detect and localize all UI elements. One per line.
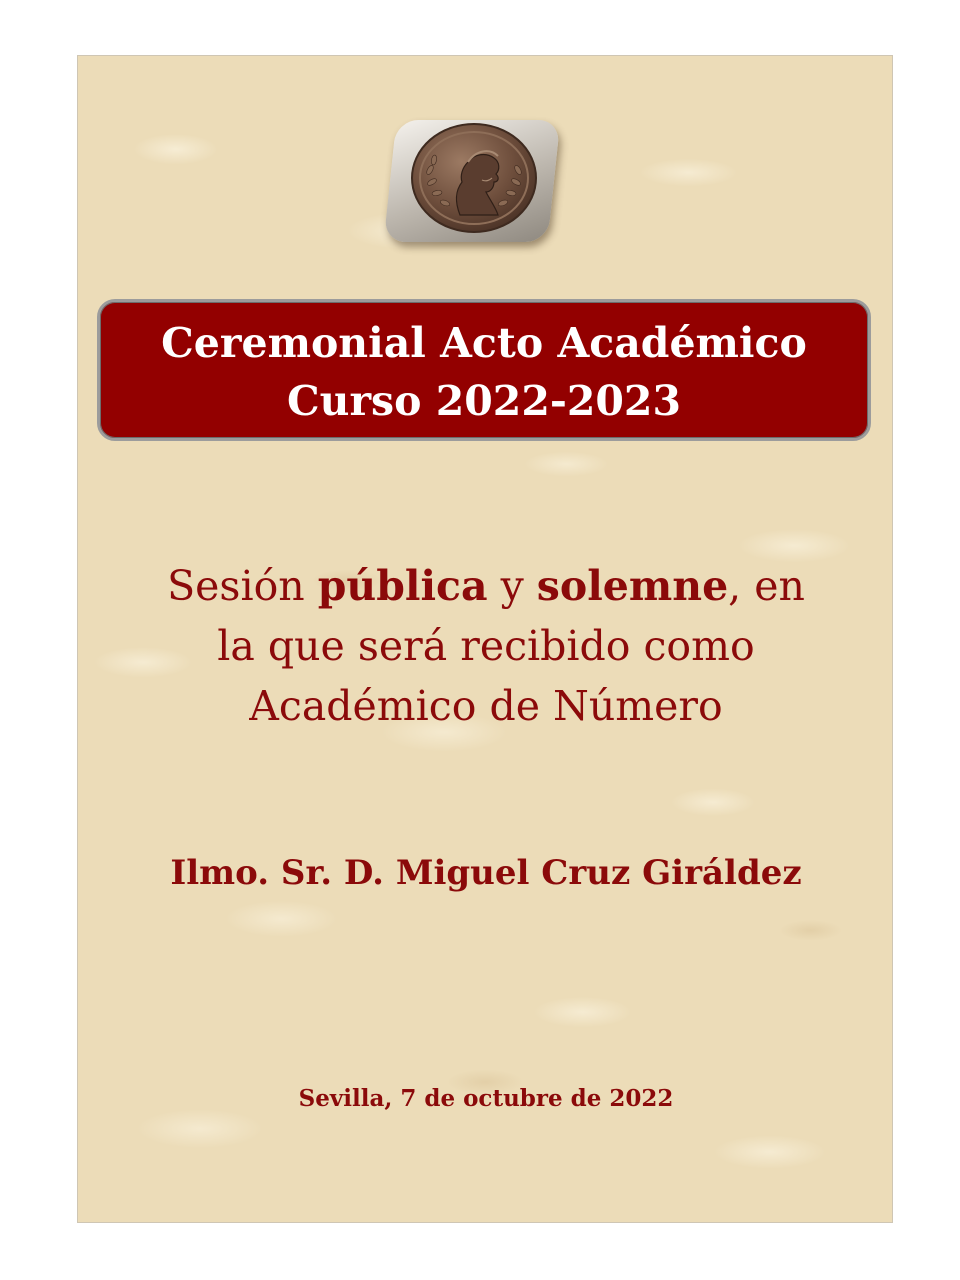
session-emphasis-publica: pública (317, 562, 488, 610)
title-line-1: Ceremonial Acto Académico (161, 319, 807, 367)
title-line-2: Curso 2022-2023 (287, 377, 681, 425)
medal-icon (390, 120, 554, 242)
session-line-2: la que será recibido como (217, 622, 755, 670)
session-line-3: Académico de Número (249, 682, 723, 730)
session-line-1 (78, 556, 894, 616)
session-emphasis-solemne: solemne (536, 562, 729, 610)
session-text: y (487, 562, 537, 610)
honoree-name: Ilmo. Sr. D. Miguel Cruz Giráldez (170, 853, 802, 893)
session-text: , en (728, 562, 805, 610)
document-page (77, 55, 893, 1223)
title-banner (97, 299, 871, 441)
session-description (78, 556, 894, 736)
place-and-date: Sevilla, 7 de octubre de 2022 (298, 1085, 674, 1112)
session-text: Sesión (167, 562, 318, 610)
medal-emblem (384, 120, 561, 242)
